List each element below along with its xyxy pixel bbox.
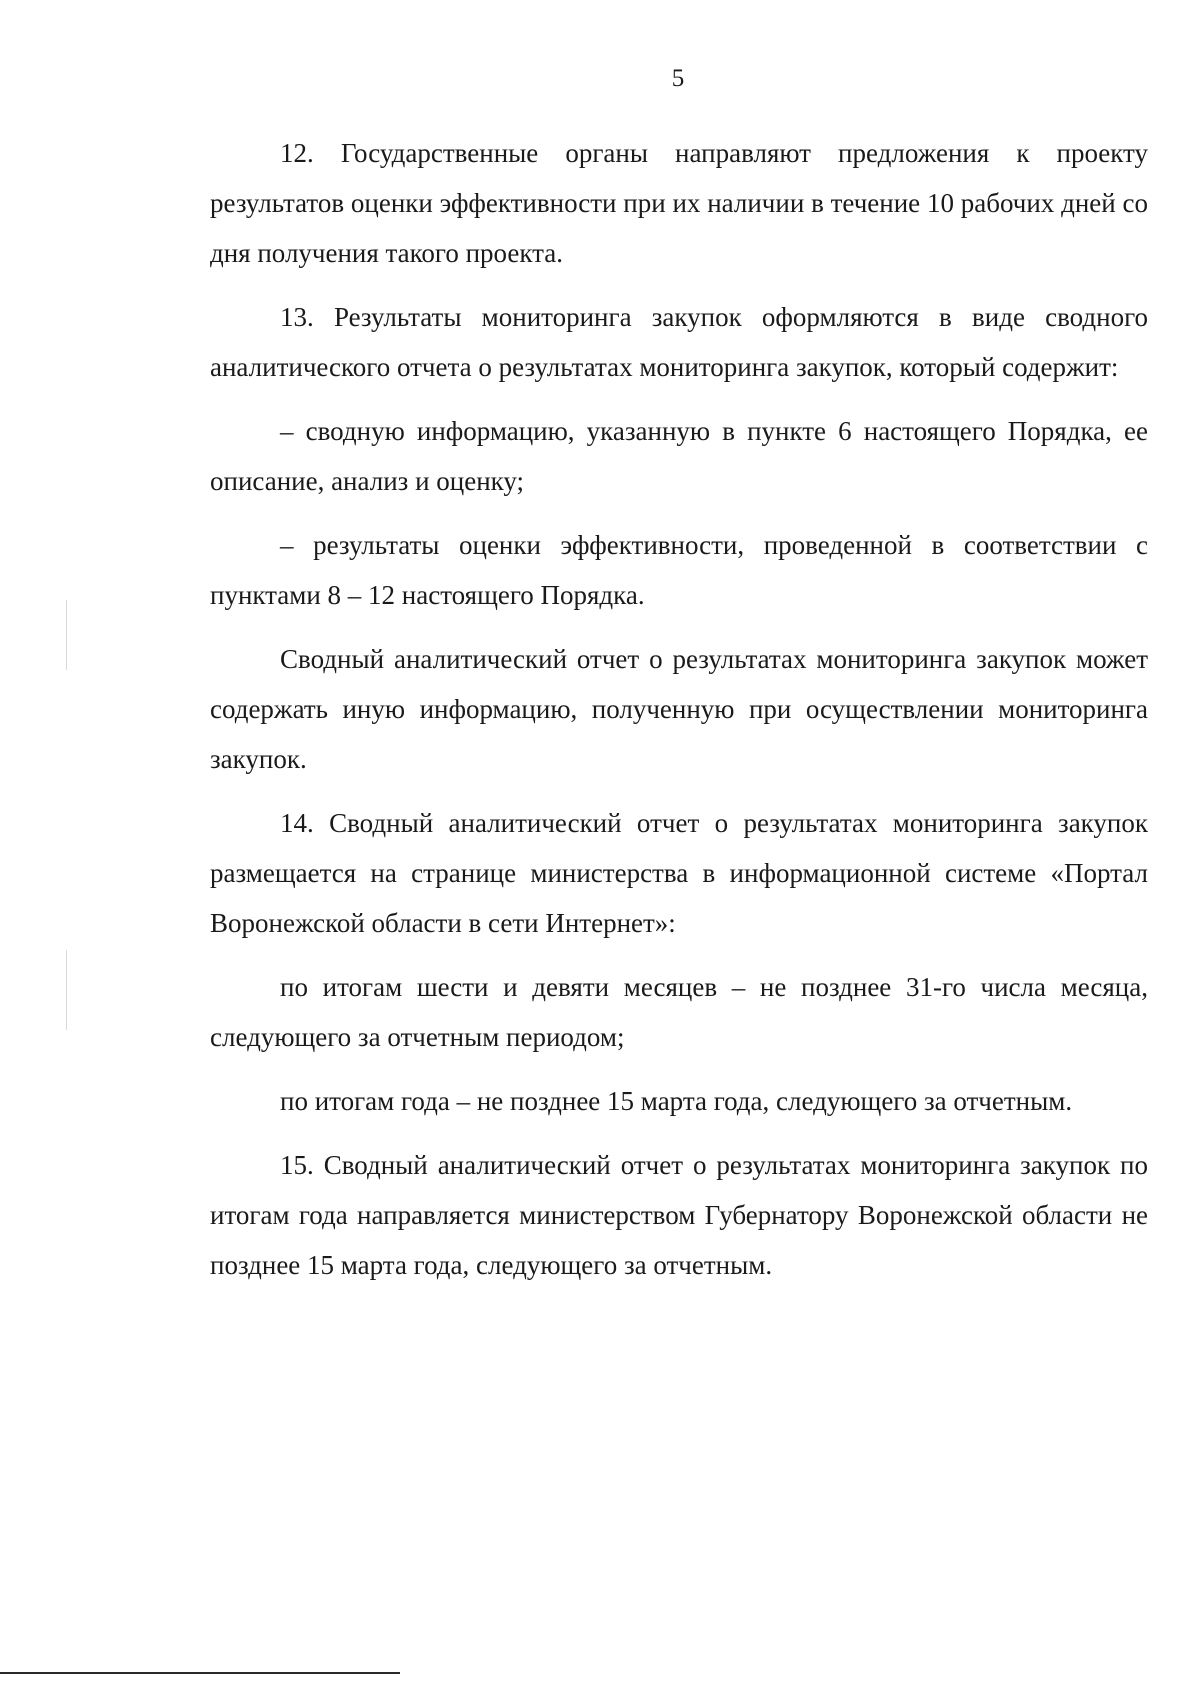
list-item-efficiency-results: – результаты оценки эффективности, проведенной в соответствии с пунктами 8 – 12 настоящего Порядка. [210, 530, 1148, 610]
paragraph-14: 14. Сводный аналитический отчет о результатах мониторинга закупок размещается на странице министерства в информационной системе «Портал Воронежской области в сети Интернет»: [210, 808, 1148, 938]
paragraph-report-content: Сводный аналитический отчет о результатах мониторинга закупок может содержать иную информацию, полученную при осуществлении мониторинга закупок. [210, 644, 1148, 774]
document-body [210, 128, 1148, 1304]
scan-edge-mark [66, 950, 67, 1030]
scan-edge-mark [66, 600, 67, 670]
page-number: 5 [671, 65, 685, 92]
footer-rule [0, 1672, 400, 1674]
paragraph-13: 13. Результаты мониторинга закупок оформляются в виде сводного аналитического отчета о результатах мониторинга закупок, который содержит: [210, 302, 1148, 382]
paragraph-15: 15. Сводный аналитический отчет о результатах мониторинга закупок по итогам года направляется министерством Губернатору Воронежской области не позднее 15 марта года, следующего за отчетным. [210, 1150, 1148, 1280]
deadline-annual: по итогам года – не позднее 15 марта года, следующего за отчетным. [280, 1086, 1073, 1116]
paragraph-12: 12. Государственные органы направляют предложения к проекту результатов оценки эффективности при их наличии в течение 10 рабочих дней со дня получения такого проекта. [210, 138, 1148, 268]
deadline-six-nine-months: по итогам шести и девяти месяцев – не позднее 31-го числа месяца, следующего за отчетным периодом; [210, 972, 1148, 1052]
list-item-summary-info: – сводную информацию, указанную в пункте 6 настоящего Порядка, ее описание, анализ и оценку; [210, 416, 1148, 496]
